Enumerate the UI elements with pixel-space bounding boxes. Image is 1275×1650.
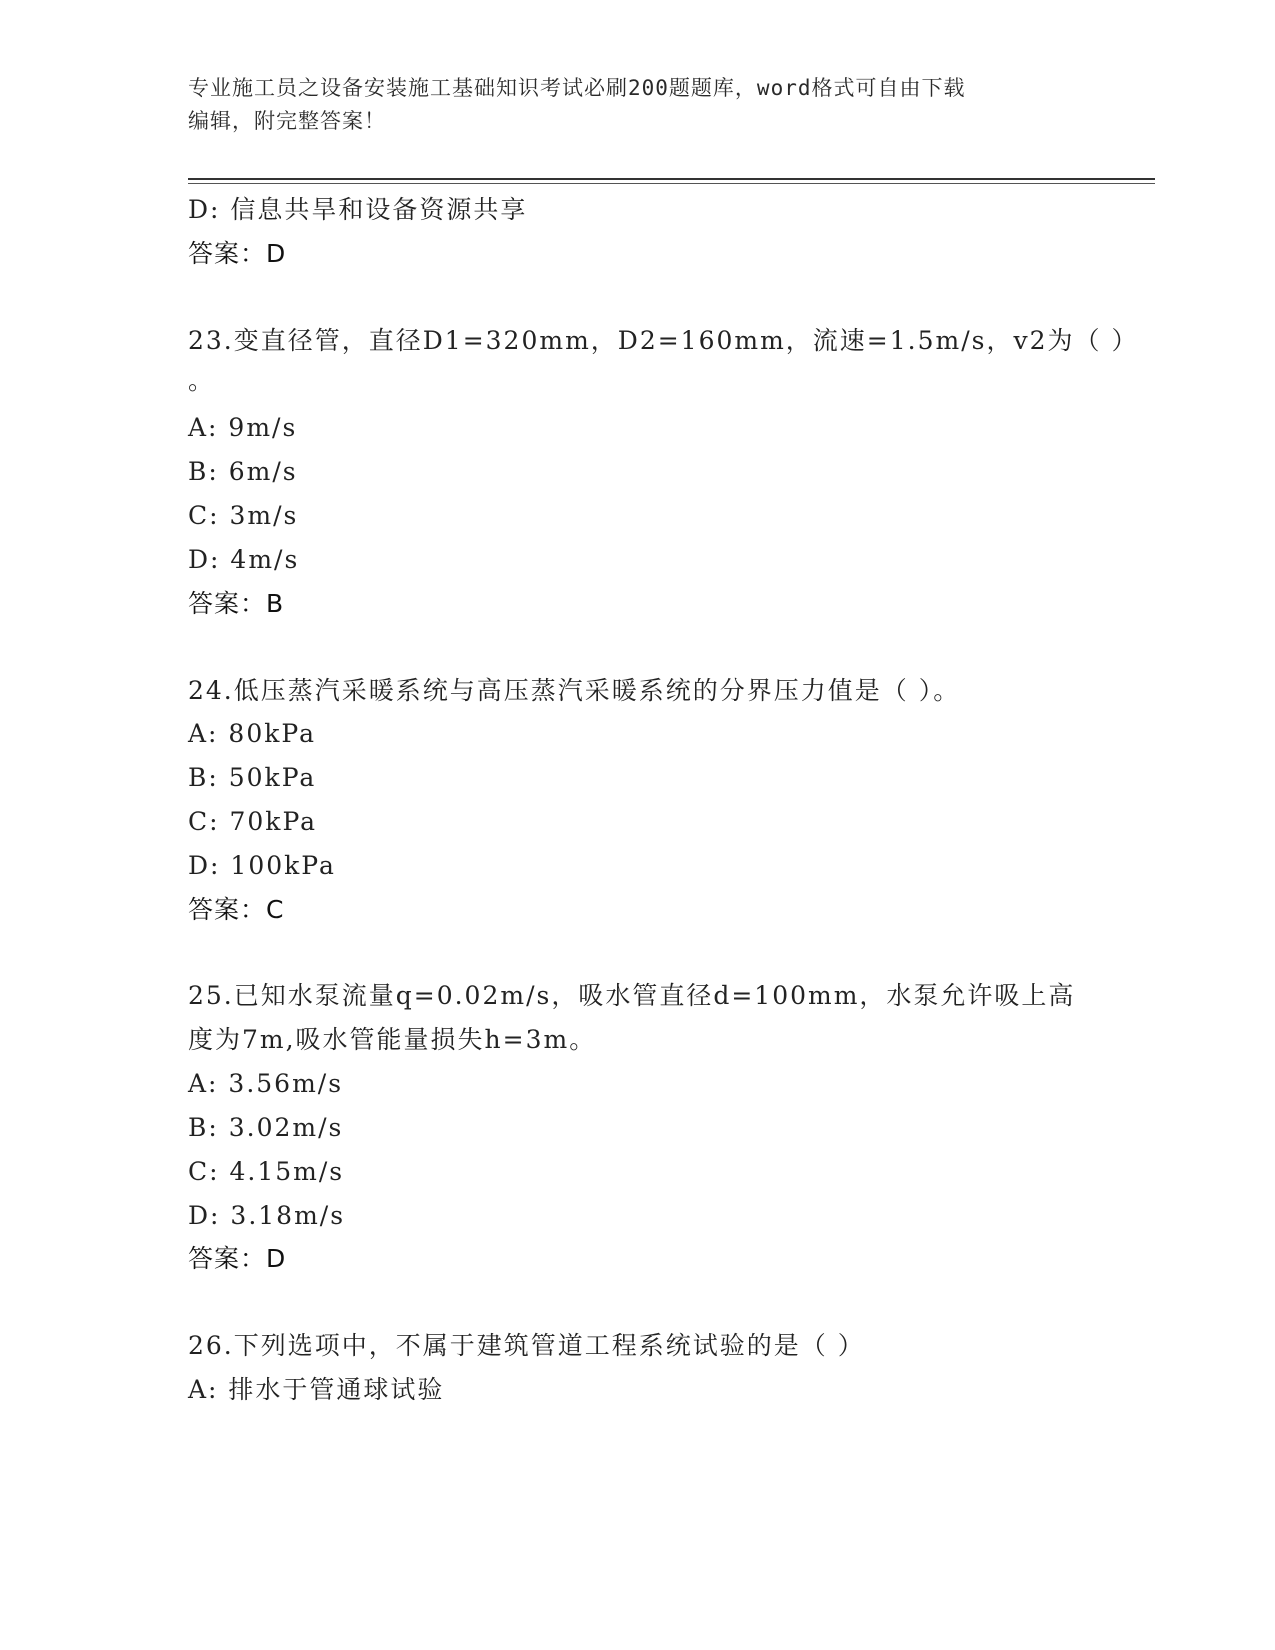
q26-option-a: A: 排水于管通球试验 (188, 1375, 445, 1404)
q23-option-c: C: 3m/s (188, 501, 299, 530)
q23-stem: 23.变直径管，直径D1=320mm，D2=160mm，流速=1.5m/s，v2为（ ） (188, 326, 1139, 355)
q24-answer: 答案：C (188, 895, 285, 924)
header-line-1: 专业施工员之设备安装施工基础知识考试必刷200题题库，word格式可自由下载 (188, 76, 966, 100)
q25-answer: 答案：D (188, 1244, 287, 1273)
header-divider-thin (188, 183, 1155, 184)
q25-option-a: A: 3.56m/s (188, 1069, 344, 1098)
q26-stem: 26.下列选项中，不属于建筑管道工程系统试验的是（ ） (188, 1331, 865, 1360)
q23-option-d: D: 4m/s (188, 545, 300, 574)
q23-answer: 答案：B (188, 589, 285, 618)
q24-option-d: D: 100kPa (188, 851, 336, 880)
q25-stem: 25.已知水泵流量q=0.02m/s，吸水管直径d=100mm，水泵允许吸上高 (188, 981, 1076, 1010)
q22-answer: 答案：D (188, 239, 287, 268)
q25-option-b: B: 3.02m/s (188, 1113, 344, 1142)
q24-option-b: B: 50kPa (188, 763, 317, 792)
q24-stem: 24.低压蒸汽采暖系统与高压蒸汽采暖系统的分界压力值是（ ）。 (188, 676, 961, 705)
q23-option-b: B: 6m/s (188, 457, 298, 486)
header-line-2: 编辑，附完整答案！ (188, 109, 386, 133)
header-divider-thick (188, 178, 1155, 180)
q25-stem-cont: 度为7m,吸水管能量损失h=3m。 (188, 1025, 597, 1054)
document-header (188, 72, 1068, 138)
q25-option-c: C: 4.15m/s (188, 1157, 345, 1186)
q23-stem-cont: 。 (188, 366, 216, 395)
q22-option-d: D: 信息共旱和设备资源共享 (188, 195, 528, 224)
q23-option-a: A: 9m/s (188, 413, 298, 442)
q24-option-a: A: 80kPa (188, 719, 316, 748)
q25-option-d: D: 3.18m/s (188, 1201, 346, 1230)
q24-option-c: C: 70kPa (188, 807, 318, 836)
